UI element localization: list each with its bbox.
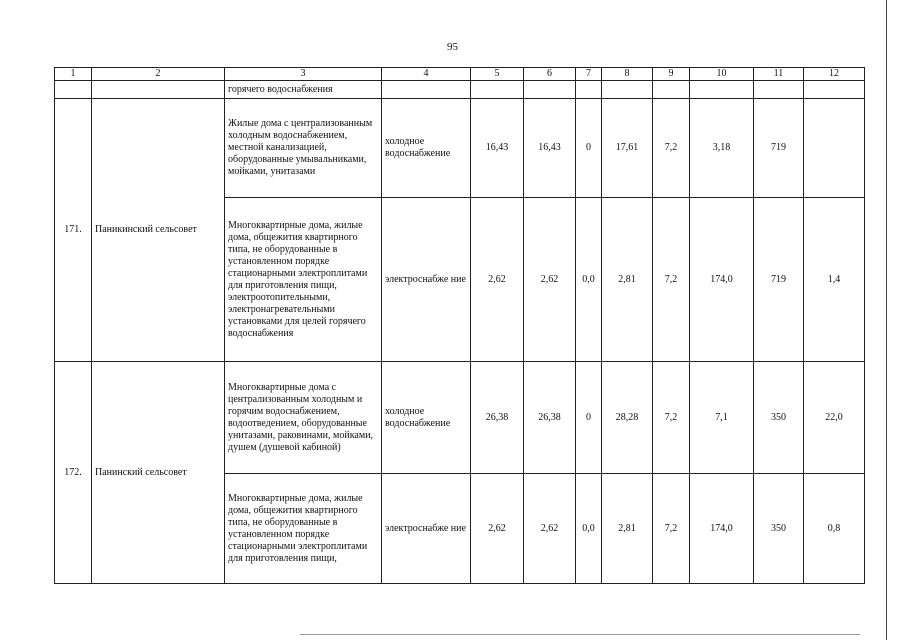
value-cell: 26,38: [471, 362, 524, 474]
value-cell: 26,38: [524, 362, 576, 474]
header-cell: 2: [92, 68, 225, 81]
value-cell: [804, 99, 865, 198]
value-cell: 1,4: [804, 198, 865, 362]
table-row: [55, 99, 865, 198]
value-cell: 7,2: [653, 198, 690, 362]
value-cell: 2,81: [602, 474, 653, 584]
value-cell: 0,0: [576, 474, 602, 584]
header-cell: 6: [524, 68, 576, 81]
value-cell: 28,28: [602, 362, 653, 474]
service-cell: холодное водоснабжение: [382, 362, 471, 474]
value-cell: 350: [754, 474, 804, 584]
header-cell: 5: [471, 68, 524, 81]
header-cell: 3: [225, 68, 382, 81]
value-cell: 17,61: [602, 99, 653, 198]
value-cell: 2,62: [524, 474, 576, 584]
header-cell: 11: [754, 68, 804, 81]
scan-artifact-line: [300, 634, 860, 635]
value-cell: 719: [754, 198, 804, 362]
value-cell: 174,0: [690, 198, 754, 362]
row-number: 172.: [55, 362, 92, 584]
value-cell: 7,2: [653, 474, 690, 584]
value-cell: 3,18: [690, 99, 754, 198]
value-cell: 16,43: [524, 99, 576, 198]
value-cell: 2,62: [471, 198, 524, 362]
value-cell: 719: [754, 99, 804, 198]
description-cell: Многоквартирные дома с централизованным холодным и горячим водоснабжением, водоотведением, оборудованные унитазами, раковинами, мойками, душем (душевой кабиной): [225, 362, 382, 474]
service-cell: холодное водоснабжение: [382, 99, 471, 198]
row-number: 171.: [55, 99, 92, 362]
tariff-table: [54, 67, 865, 584]
value-cell: 0,8: [804, 474, 865, 584]
value-cell: 2,81: [602, 198, 653, 362]
description-cell: Жилые дома с централизованным холодным водоснабжением, местной канализацией, оборудованные умывальниками, мойками, унитазами: [225, 99, 382, 198]
header-cell: 4: [382, 68, 471, 81]
municipality-name: Панинский сельсовет: [92, 362, 225, 584]
value-cell: 0,0: [576, 198, 602, 362]
header-row: [55, 68, 865, 81]
header-cell: 9: [653, 68, 690, 81]
service-cell: электроснабже ние: [382, 474, 471, 584]
header-cell: 7: [576, 68, 602, 81]
description-cell: Многоквартирные дома, жилые дома, общежития квартирного типа, не оборудованные в установленном порядке стационарными электроплитами для приготовления пищи, электроотопительными, электронагревательными установками для целей горячего водоснабжения: [225, 198, 382, 362]
header-cell: 1: [55, 68, 92, 81]
value-cell: 7,2: [653, 99, 690, 198]
table-row: [55, 362, 865, 474]
table-row-continued: [55, 81, 865, 99]
header-cell: 10: [690, 68, 754, 81]
header-cell: 8: [602, 68, 653, 81]
value-cell: 0: [576, 99, 602, 198]
description-cell: горячего водоснабжения: [225, 81, 382, 99]
description-cell: Многоквартирные дома, жилые дома, общежития квартирного типа, не оборудованные в установленном порядке стационарными электроплитами для приготовления пищи,: [225, 474, 382, 584]
page-number: 95: [447, 41, 458, 53]
value-cell: 2,62: [524, 198, 576, 362]
value-cell: 174,0: [690, 474, 754, 584]
value-cell: 22,0: [804, 362, 865, 474]
municipality-name: Паникинский сельсовет: [92, 99, 225, 362]
value-cell: 2,62: [471, 474, 524, 584]
header-cell: 12: [804, 68, 865, 81]
service-cell: электроснабже ние: [382, 198, 471, 362]
value-cell: 7,1: [690, 362, 754, 474]
page-edge-line: [886, 0, 887, 640]
value-cell: 16,43: [471, 99, 524, 198]
value-cell: 0: [576, 362, 602, 474]
value-cell: 350: [754, 362, 804, 474]
value-cell: 7,2: [653, 362, 690, 474]
